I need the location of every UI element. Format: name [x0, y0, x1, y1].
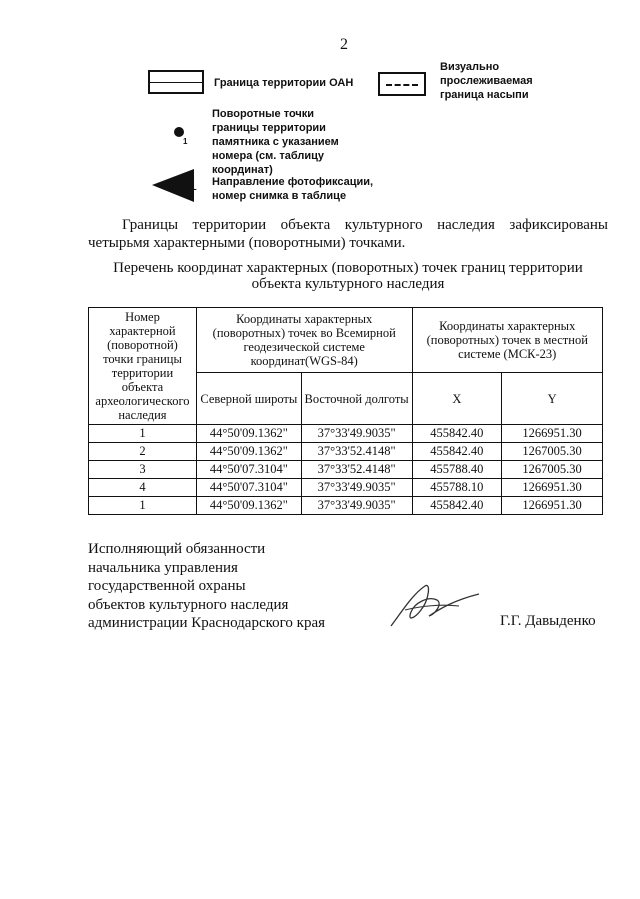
table-row: [89, 443, 603, 461]
y-header: Y: [502, 373, 603, 425]
latitude-cell: 44°50'09.1362": [196, 497, 301, 515]
longitude-cell: 37°33'52.4148": [301, 461, 412, 479]
point-number-cell: 1: [89, 425, 197, 443]
col-point-number-header: Номер характерной (поворотной) точки границы территории объекта археологического наследия: [89, 308, 197, 425]
north-latitude-header: Северной широты: [196, 373, 301, 425]
signatory-line-3: государственной охраны: [88, 578, 246, 594]
point-number-cell: 4: [89, 479, 197, 497]
x-cell: 455842.40: [412, 425, 502, 443]
point-number-cell: 1: [89, 497, 197, 515]
page-number: 2: [340, 36, 348, 53]
legend-visual-boundary-label: Визуально прослеживаемая граница насыпи: [440, 61, 533, 101]
table-row: [89, 425, 603, 443]
x-cell: 455788.40: [412, 461, 502, 479]
visual-boundary-symbol: [378, 72, 426, 96]
table-row: [89, 479, 603, 497]
longitude-cell: 37°33'49.9035": [301, 425, 412, 443]
table-row: [89, 461, 603, 479]
x-cell: 455842.40: [412, 497, 502, 515]
turning-point-number: 1: [183, 137, 188, 146]
turning-point-dot-icon: [174, 127, 184, 137]
coordinates-table: [88, 307, 603, 515]
msk23-group-header: Координаты характерных (поворотных) точек в местной системе (МСК-23): [412, 308, 603, 373]
table-title-line-1: Перечень координат характерных (поворотных) точек границ территории: [113, 260, 583, 276]
signatory-line-2: начальника управления: [88, 559, 238, 576]
y-cell: 1266951.30: [502, 425, 603, 443]
longitude-cell: 37°33'52.4148": [301, 443, 412, 461]
signatory-line-4: объектов культурного наследия: [88, 596, 289, 613]
x-header: X: [412, 373, 502, 425]
x-cell: 455788.10: [412, 479, 502, 497]
latitude-cell: 44°50'09.1362": [196, 425, 301, 443]
signatory-line-5: администрации Краснодарского края: [88, 615, 326, 631]
east-longitude-header: Восточной долготы: [301, 373, 412, 425]
latitude-cell: 44°50'07.3104": [196, 479, 301, 497]
legend-turning-points-label: Поворотные точки границы территории памятника с указанием номера (см. таблицу координат): [212, 108, 339, 176]
legend-photo-direction-label: Направление фотофиксации, номер снимка в таблице: [212, 176, 374, 202]
y-cell: 1266951.30: [502, 497, 603, 515]
y-cell: 1267005.30: [502, 461, 603, 479]
photo-direction-number: 1: [187, 171, 198, 195]
boundary-paragraph: Границы территории объекта культурного наследия зафиксированы четырьмя характерными (поворотными) точками.: [88, 217, 608, 251]
wgs84-group-header: Координаты характерных (поворотных) точек во Всемирной геодезической системе координат(WGS-84): [196, 308, 412, 373]
y-cell: 1267005.30: [502, 443, 603, 461]
table-row: [89, 497, 603, 515]
x-cell: 455842.40: [412, 443, 502, 461]
table-title-line-2: объекта культурного наследия: [251, 276, 445, 292]
point-number-cell: 2: [89, 443, 197, 461]
latitude-cell: 44°50'07.3104": [196, 461, 301, 479]
y-cell: 1266951.30: [502, 479, 603, 497]
signatory-line-1: Исполняющий обязанности: [88, 541, 266, 557]
territory-boundary-symbol: [148, 70, 204, 94]
point-number-cell: 3: [89, 461, 197, 479]
legend-territory-boundary-label: Граница территории ОАН: [214, 77, 354, 89]
signatory-title: [88, 540, 368, 633]
handwritten-signature: [385, 580, 485, 632]
longitude-cell: 37°33'49.9035": [301, 479, 412, 497]
signatory-name: Г.Г. Давыденко: [500, 613, 596, 629]
latitude-cell: 44°50'09.1362": [196, 443, 301, 461]
longitude-cell: 37°33'49.9035": [301, 497, 412, 515]
